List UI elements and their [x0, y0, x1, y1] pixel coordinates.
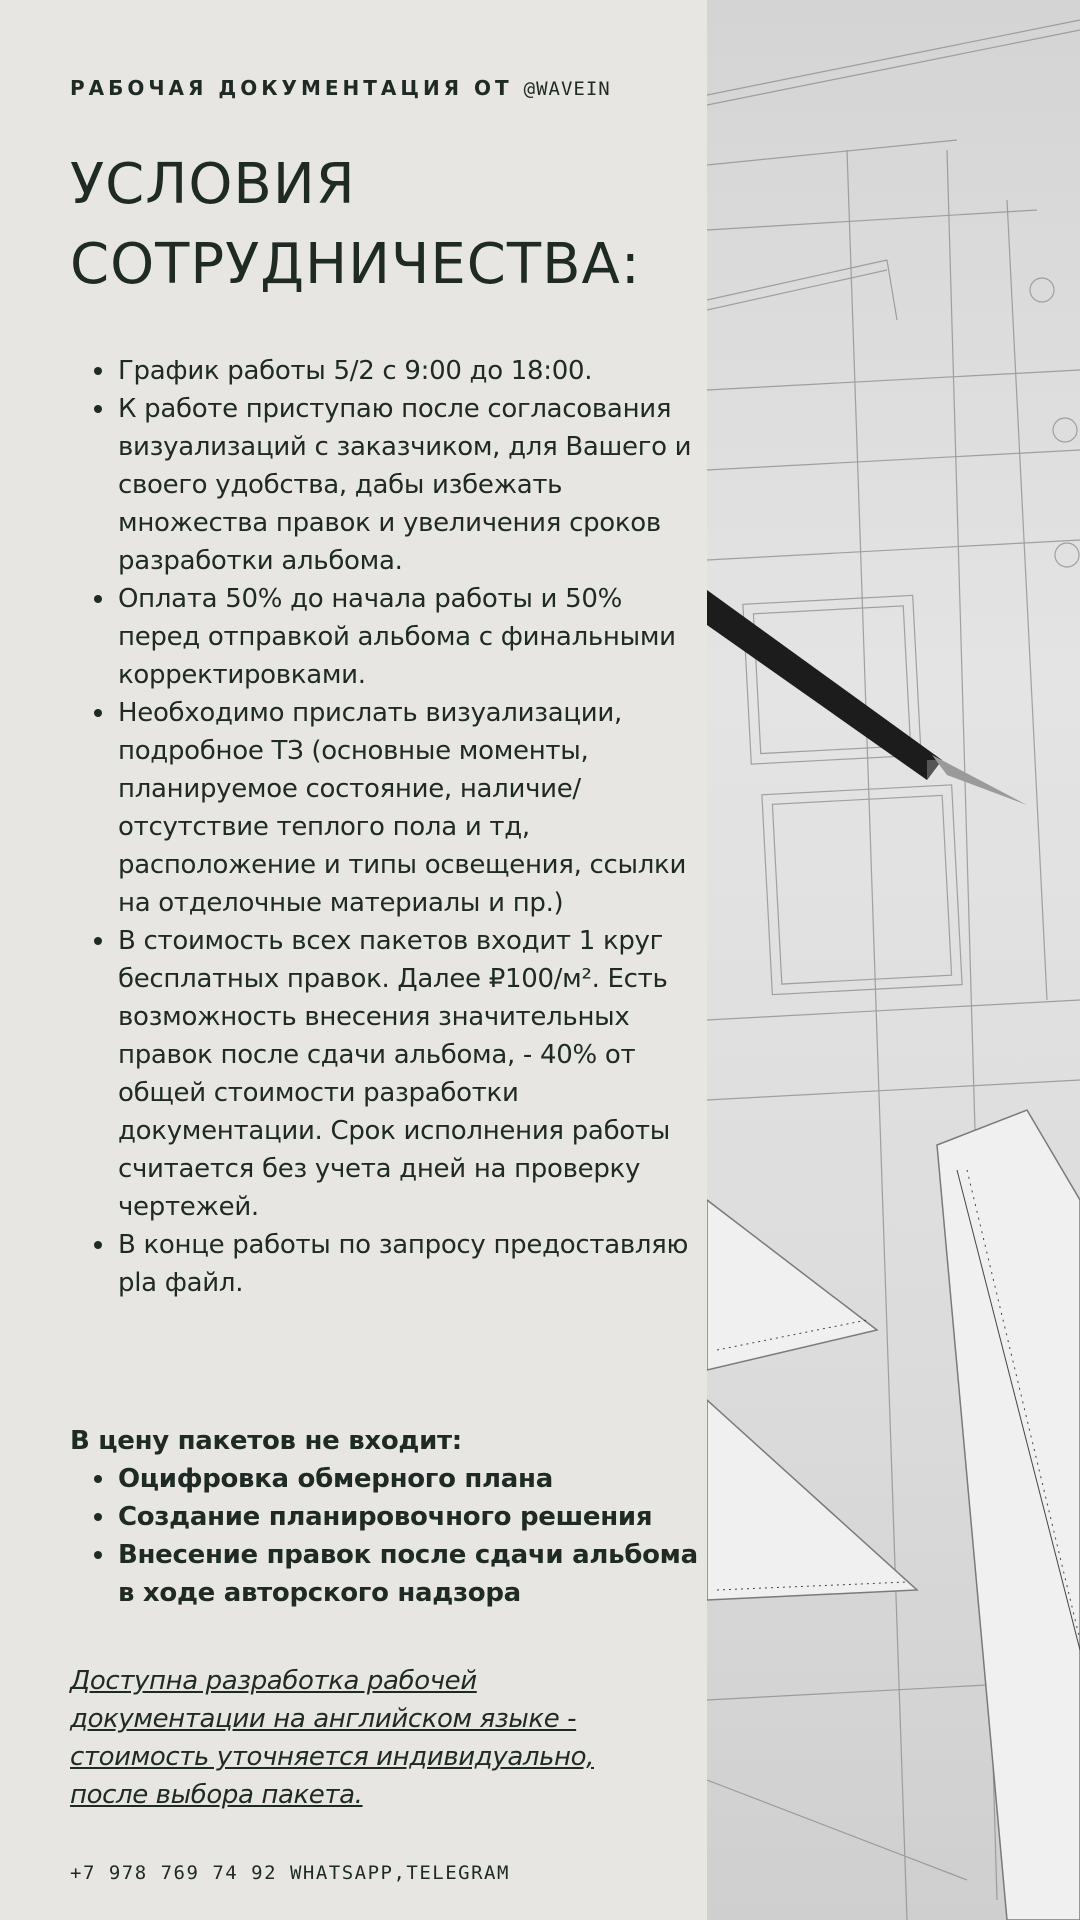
list-item: Необходимо прислать визуализации, подробное ТЗ (основные моменты, планируемое состояние, наличие/отсутствие теплого пола и тд, расположение и типы освещения, ссылки на отделочные материалы и пр.): [118, 694, 698, 922]
exclusions-heading: В цену пакетов не входит:: [70, 1426, 462, 1456]
list-item: Внесение правок после сдачи альбома в ходе авторского надзора: [118, 1536, 718, 1612]
header: [70, 76, 690, 100]
terms-list: [70, 352, 698, 1302]
list-item: К работе приступаю после согласования визуализаций с заказчиком, для Вашего и своего удобства, дабы избежать множества правок и увеличения сроков разработки альбома.: [118, 390, 698, 580]
blueprint-photo: [707, 0, 1080, 1920]
page-title: [70, 145, 690, 305]
list-item: Оплата 50% до начала работы и 50% перед отправкой альбома с финальными корректировками.: [118, 580, 698, 694]
list-item: Создание планировочного решения: [118, 1498, 718, 1536]
header-handle[interactable]: @WAVEIN: [523, 78, 611, 100]
list-item: В стоимость всех пакетов входит 1 круг бесплатных правок. Далее ₽100/м². Есть возможность внесения значительных правок после сдачи альбома, - 40% от общей стоимости разработки документации. Срок исполнения работы считается без учета дней на проверку чертежей.: [118, 922, 698, 1226]
title-line-2: СОТРУДНИЧЕСТВА:: [70, 232, 641, 297]
list-item: График работы 5/2 с 9:00 до 18:00.: [118, 352, 698, 390]
contact-info[interactable]: +7 978 769 74 92 WHATSAPP,TELEGRAM: [70, 1862, 510, 1884]
exclusions-list: [70, 1460, 718, 1612]
header-label: РАБОЧАЯ ДОКУМЕНТАЦИЯ ОТ: [70, 76, 524, 100]
blueprint-illustration: [707, 0, 1080, 1920]
english-docs-note: Доступна разработка рабочей документации на английском языке - стоимость уточняется индивидуально, после выбора пакета.: [70, 1666, 594, 1810]
title-line-1: УСЛОВИЯ: [70, 152, 356, 217]
list-item: Оцифровка обмерного плана: [118, 1460, 718, 1498]
list-item: В конце работы по запросу предоставляю pla файл.: [118, 1226, 698, 1302]
pen: [707, 590, 1027, 805]
